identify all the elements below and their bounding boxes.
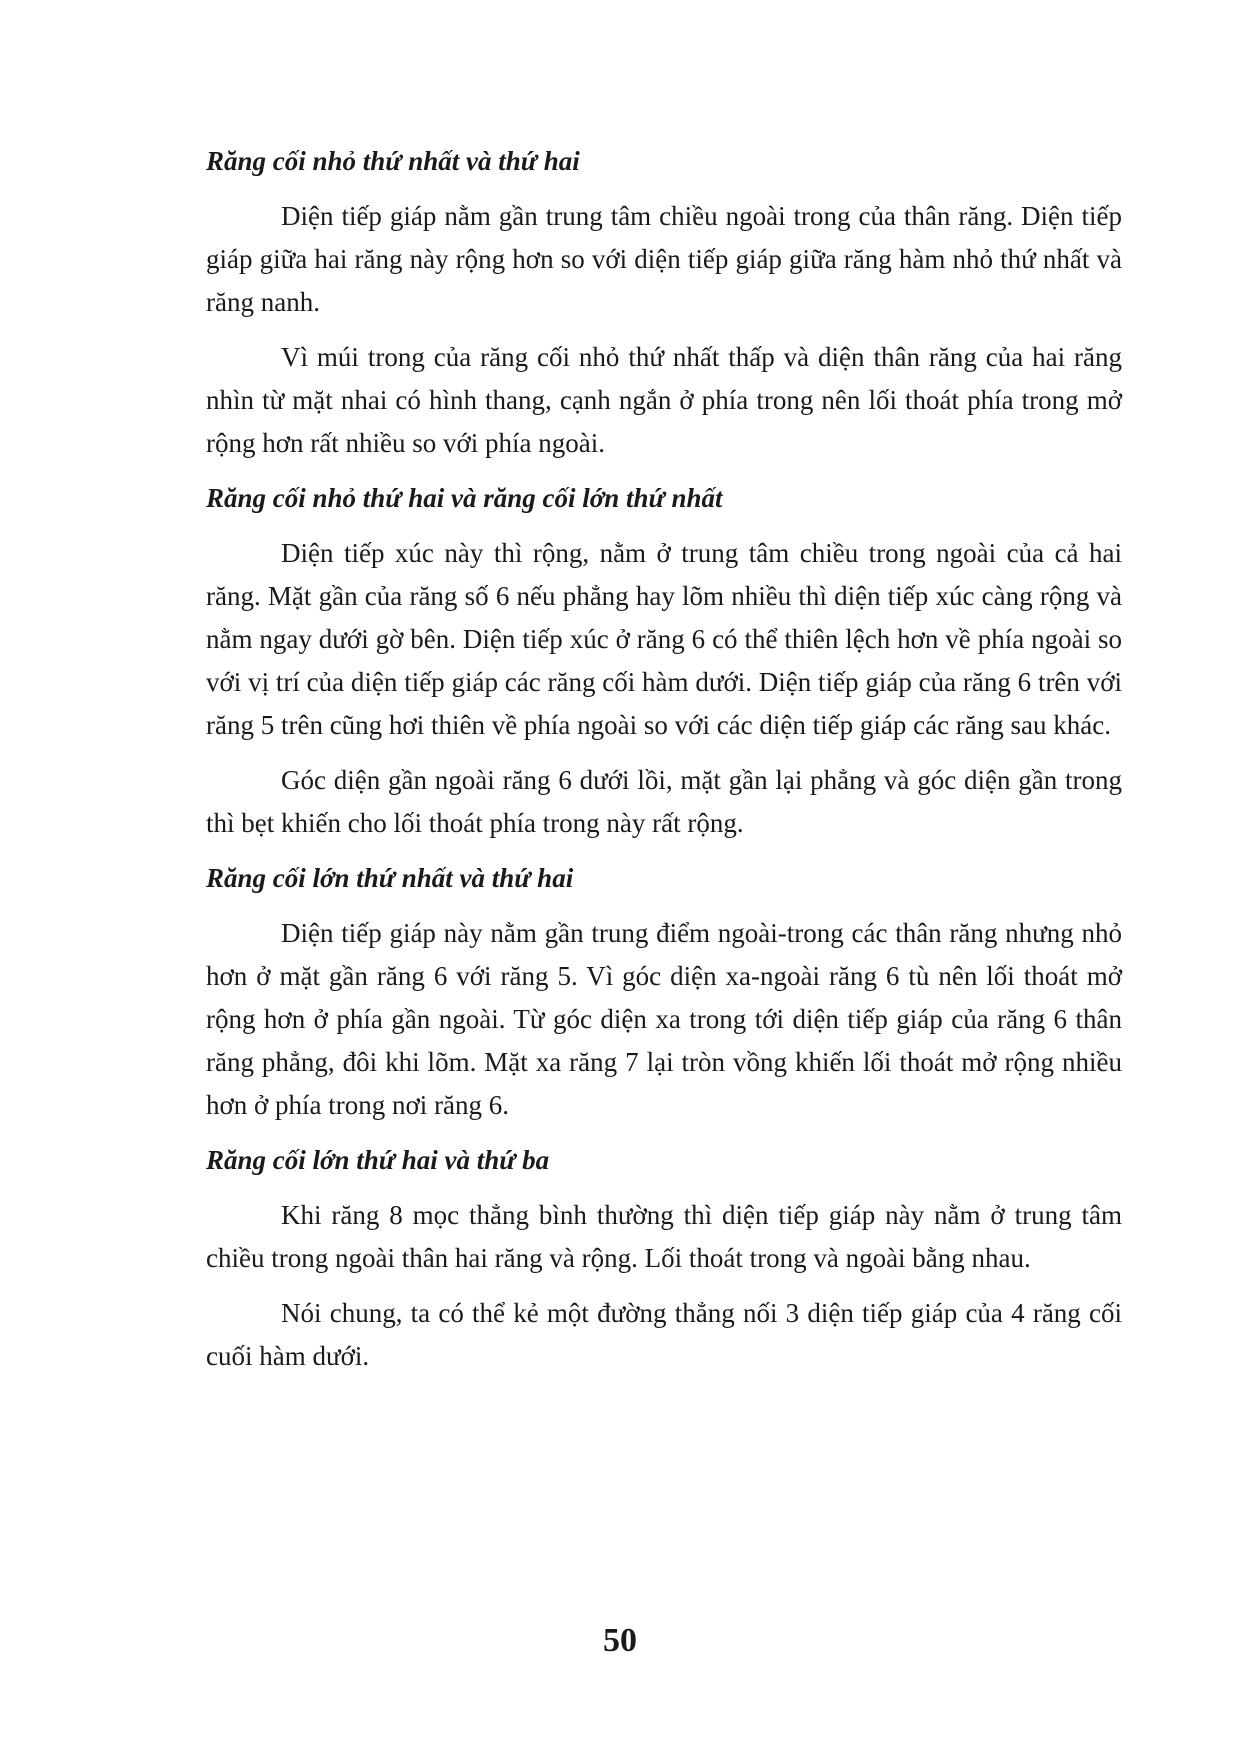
section-1 <box>206 140 1122 465</box>
section-4 <box>206 1139 1122 1378</box>
paragraph: Diện tiếp giáp này nằm gần trung điểm ngoài-trong các thân răng nhưng nhỏ hơn ở mặt gần răng 6 với răng 5. Vì góc diện xa-ngoài răng 6 tù nên lối thoát mở rộng hơn ở phía gần ngoài. Từ góc diện xa trong tới diện tiếp giáp của răng 6 thân răng phẳng, đôi khi lõm. Mặt xa răng 7 lại tròn vồng khiến lối thoát mở rộng nhiều hơn ở phía trong nơi răng 6. <box>206 918 1122 1120</box>
paragraph: Vì múi trong của răng cối nhỏ thứ nhất thấp và diện thân răng của hai răng nhìn từ mặt nhai có hình thang, cạnh ngắn ở phía trong nên lối thoát phía trong mở rộng hơn rất nhiều so với phía ngoài. <box>206 342 1122 458</box>
paragraph: Nói chung, ta có thể kẻ một đường thẳng nối 3 diện tiếp giáp của 4 răng cối cuối hàm dưới. <box>206 1298 1122 1371</box>
section-heading: Răng cối lớn thứ hai và thứ ba <box>206 1145 550 1175</box>
page-body <box>206 140 1122 1390</box>
section-3 <box>206 857 1122 1127</box>
section-heading: Răng cối lớn thứ nhất và thứ hai <box>206 863 574 893</box>
paragraph: Diện tiếp giáp nằm gần trung tâm chiều ngoài trong của thân răng. Diện tiếp giáp giữa hai răng này rộng hơn so với diện tiếp giáp giữa răng hàm nhỏ thứ nhất và răng nanh. <box>206 201 1122 317</box>
section-heading: Răng cối nhỏ thứ nhất và thứ hai <box>206 146 580 176</box>
paragraph: Góc diện gần ngoài răng 6 dưới lồi, mặt gần lại phẳng và góc diện gần trong thì bẹt khiến cho lối thoát phía trong này rất rộng. <box>206 765 1122 838</box>
section-2 <box>206 477 1122 845</box>
paragraph: Diện tiếp xúc này thì rộng, nằm ở trung tâm chiều trong ngoài của cả hai răng. Mặt gần của răng số 6 nếu phẳng hay lõm nhiều thì diện tiếp xúc càng rộng và nằm ngay dưới gờ bên. Diện tiếp xúc ở răng 6 có thể thiên lệch hơn về phía ngoài so với vị trí của diện tiếp giáp các răng cối hàm dưới. Diện tiếp giáp của răng 6 trên với răng 5 trên cũng hơi thiên về phía ngoài so với các diện tiếp giáp các răng sau khác. <box>206 538 1122 740</box>
paragraph: Khi răng 8 mọc thẳng bình thường thì diện tiếp giáp này nằm ở trung tâm chiều trong ngoài thân hai răng và rộng. Lối thoát trong và ngoài bằng nhau. <box>206 1200 1122 1273</box>
section-heading: Răng cối nhỏ thứ hai và răng cối lớn thứ nhất <box>206 483 723 513</box>
page-number: 50 <box>603 1622 637 1659</box>
